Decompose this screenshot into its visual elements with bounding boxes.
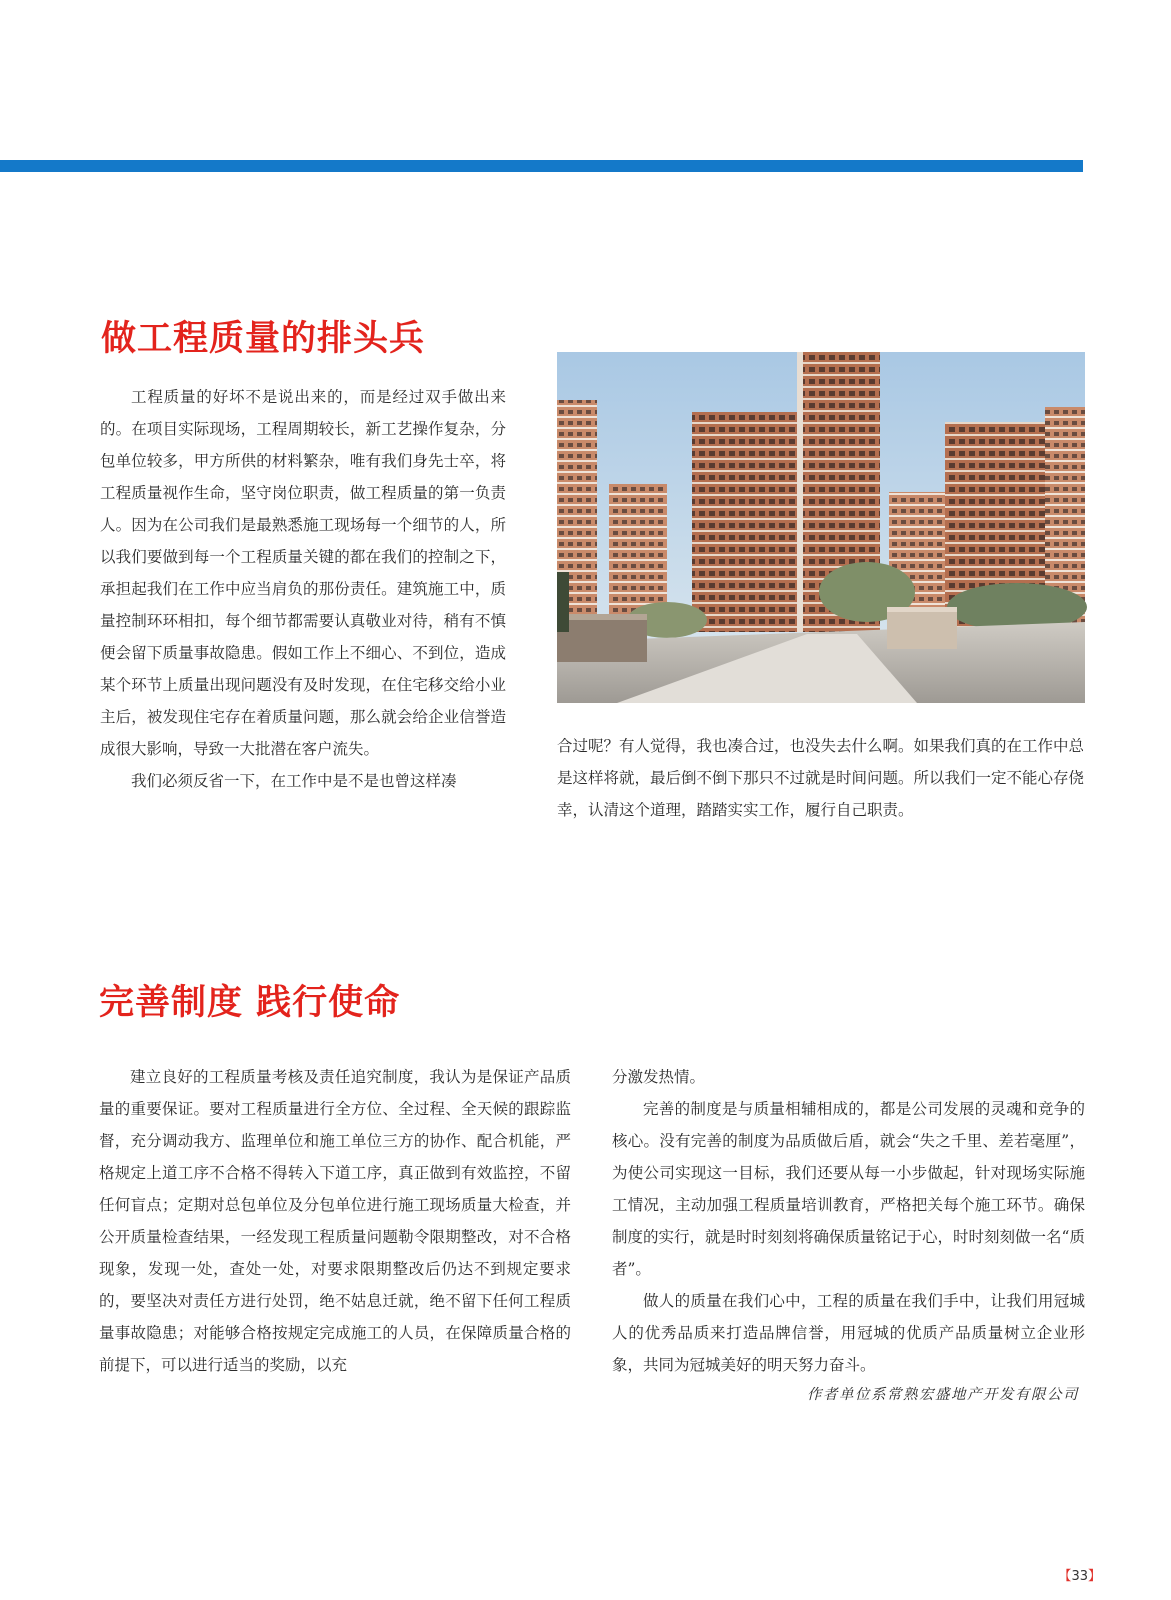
page-number [1058, 1565, 1101, 1584]
paragraph-continuation: 分激发热情。 [612, 1068, 706, 1086]
paragraph: 我们必须反省一下，在工作中是不是也曾这样凑 [131, 772, 457, 790]
section2-column-left [99, 1061, 571, 1381]
section1-column-right [557, 730, 1084, 860]
paragraph: 完善的制度是与质量相辅相成的，都是公司发展的灵魂和竞争的核心。没有完善的制度为品质做后盾，就会“失之千里、差若毫厘”，为使公司实现这一目标，我们还要从每一小步做起，针对现场实际施工情况，主动加强工程质量培训教育，严格把关每个施工环节。确保制度的实行，就是时时刻刻将确保质量铭记于心，时时刻刻做一名“质者”。 [612, 1100, 1085, 1278]
accent-bar [0, 160, 1083, 172]
section2-column-right [612, 1061, 1085, 1374]
section1-heading: 做工程质量的排头兵 [101, 319, 426, 359]
bracket-close: 】 [1087, 1569, 1101, 1584]
paragraph: 建立良好的工程质量考核及责任追究制度，我认为是保证产品质量的重要保证。要对工程质量进行全方位、全过程、全天候的跟踪监督，充分调动我方、监理单位和施工单位三方的协作、配合机能，严格规定上道工序不合格不得转入下道工序，真正做到有效监控，不留任何盲点；定期对总包单位及分包单位进行施工现场质量大检查，并公开质量检查结果，一经发现工程质量问题勒令限期整改，对不合格现象，发现一处，查处一处，对要求限期整改后仍达不到规定要求的，要坚决对责任方进行处罚，绝不姑息迁就，绝不留下任何工程质量事故隐患；对能够合格按规定完成施工的人员，在保障质量合格的前提下，可以进行适当的奖励，以充 [99, 1068, 571, 1374]
paragraph-continuation: 合过呢？有人觉得，我也凑合过，也没失去什么啊。如果我们真的在工作中总是这样将就，最后倒不倒下那只不过就是时间问题。所以我们一定不能心存侥幸，认清这个道理，踏踏实实工作，履行自己职责。 [557, 737, 1085, 819]
section1-column-left [100, 381, 506, 861]
section2-heading: 完善制度 践行使命 [99, 983, 401, 1023]
paragraph: 做人的质量在我们心中，工程的质量在我们手中，让我们用冠城人的优秀品质来打造品牌信誉，用冠城的优质产品质量树立企业形象，共同为冠城美好的明天努力奋斗。 [612, 1292, 1085, 1374]
bracket-open: 【 [1058, 1569, 1072, 1584]
author-affiliation: 作者单位系常熟宏盛地产开发有限公司 [807, 1387, 1079, 1403]
residential-towers-photo [557, 352, 1085, 703]
page-number-value: 33 [1071, 1569, 1088, 1584]
paragraph: 工程质量的好坏不是说出来的，而是经过双手做出来的。在项目实际现场，工程周期较长，新工艺操作复杂，分包单位较多，甲方所供的材料繁杂，唯有我们身先士卒，将工程质量视作生命，坚守岗位职责，做工程质量的第一负责人。因为在公司我们是最熟悉施工现场每一个细节的人，所以我们要做到每一个工程质量关键的都在我们的控制之下，承担起我们在工作中应当肩负的那份责任。建筑施工中，质量控制环环相扣，每个细节都需要认真敬业对待，稍有不慎便会留下质量事故隐患。假如工作上不细心、不到位，造成某个环节上质量出现问题没有及时发现，在住宅移交给小业主后，被发现住宅存在着质量问题，那么就会给企业信誉造成很大影响，导致一大批潜在客户流失。 [100, 388, 506, 758]
